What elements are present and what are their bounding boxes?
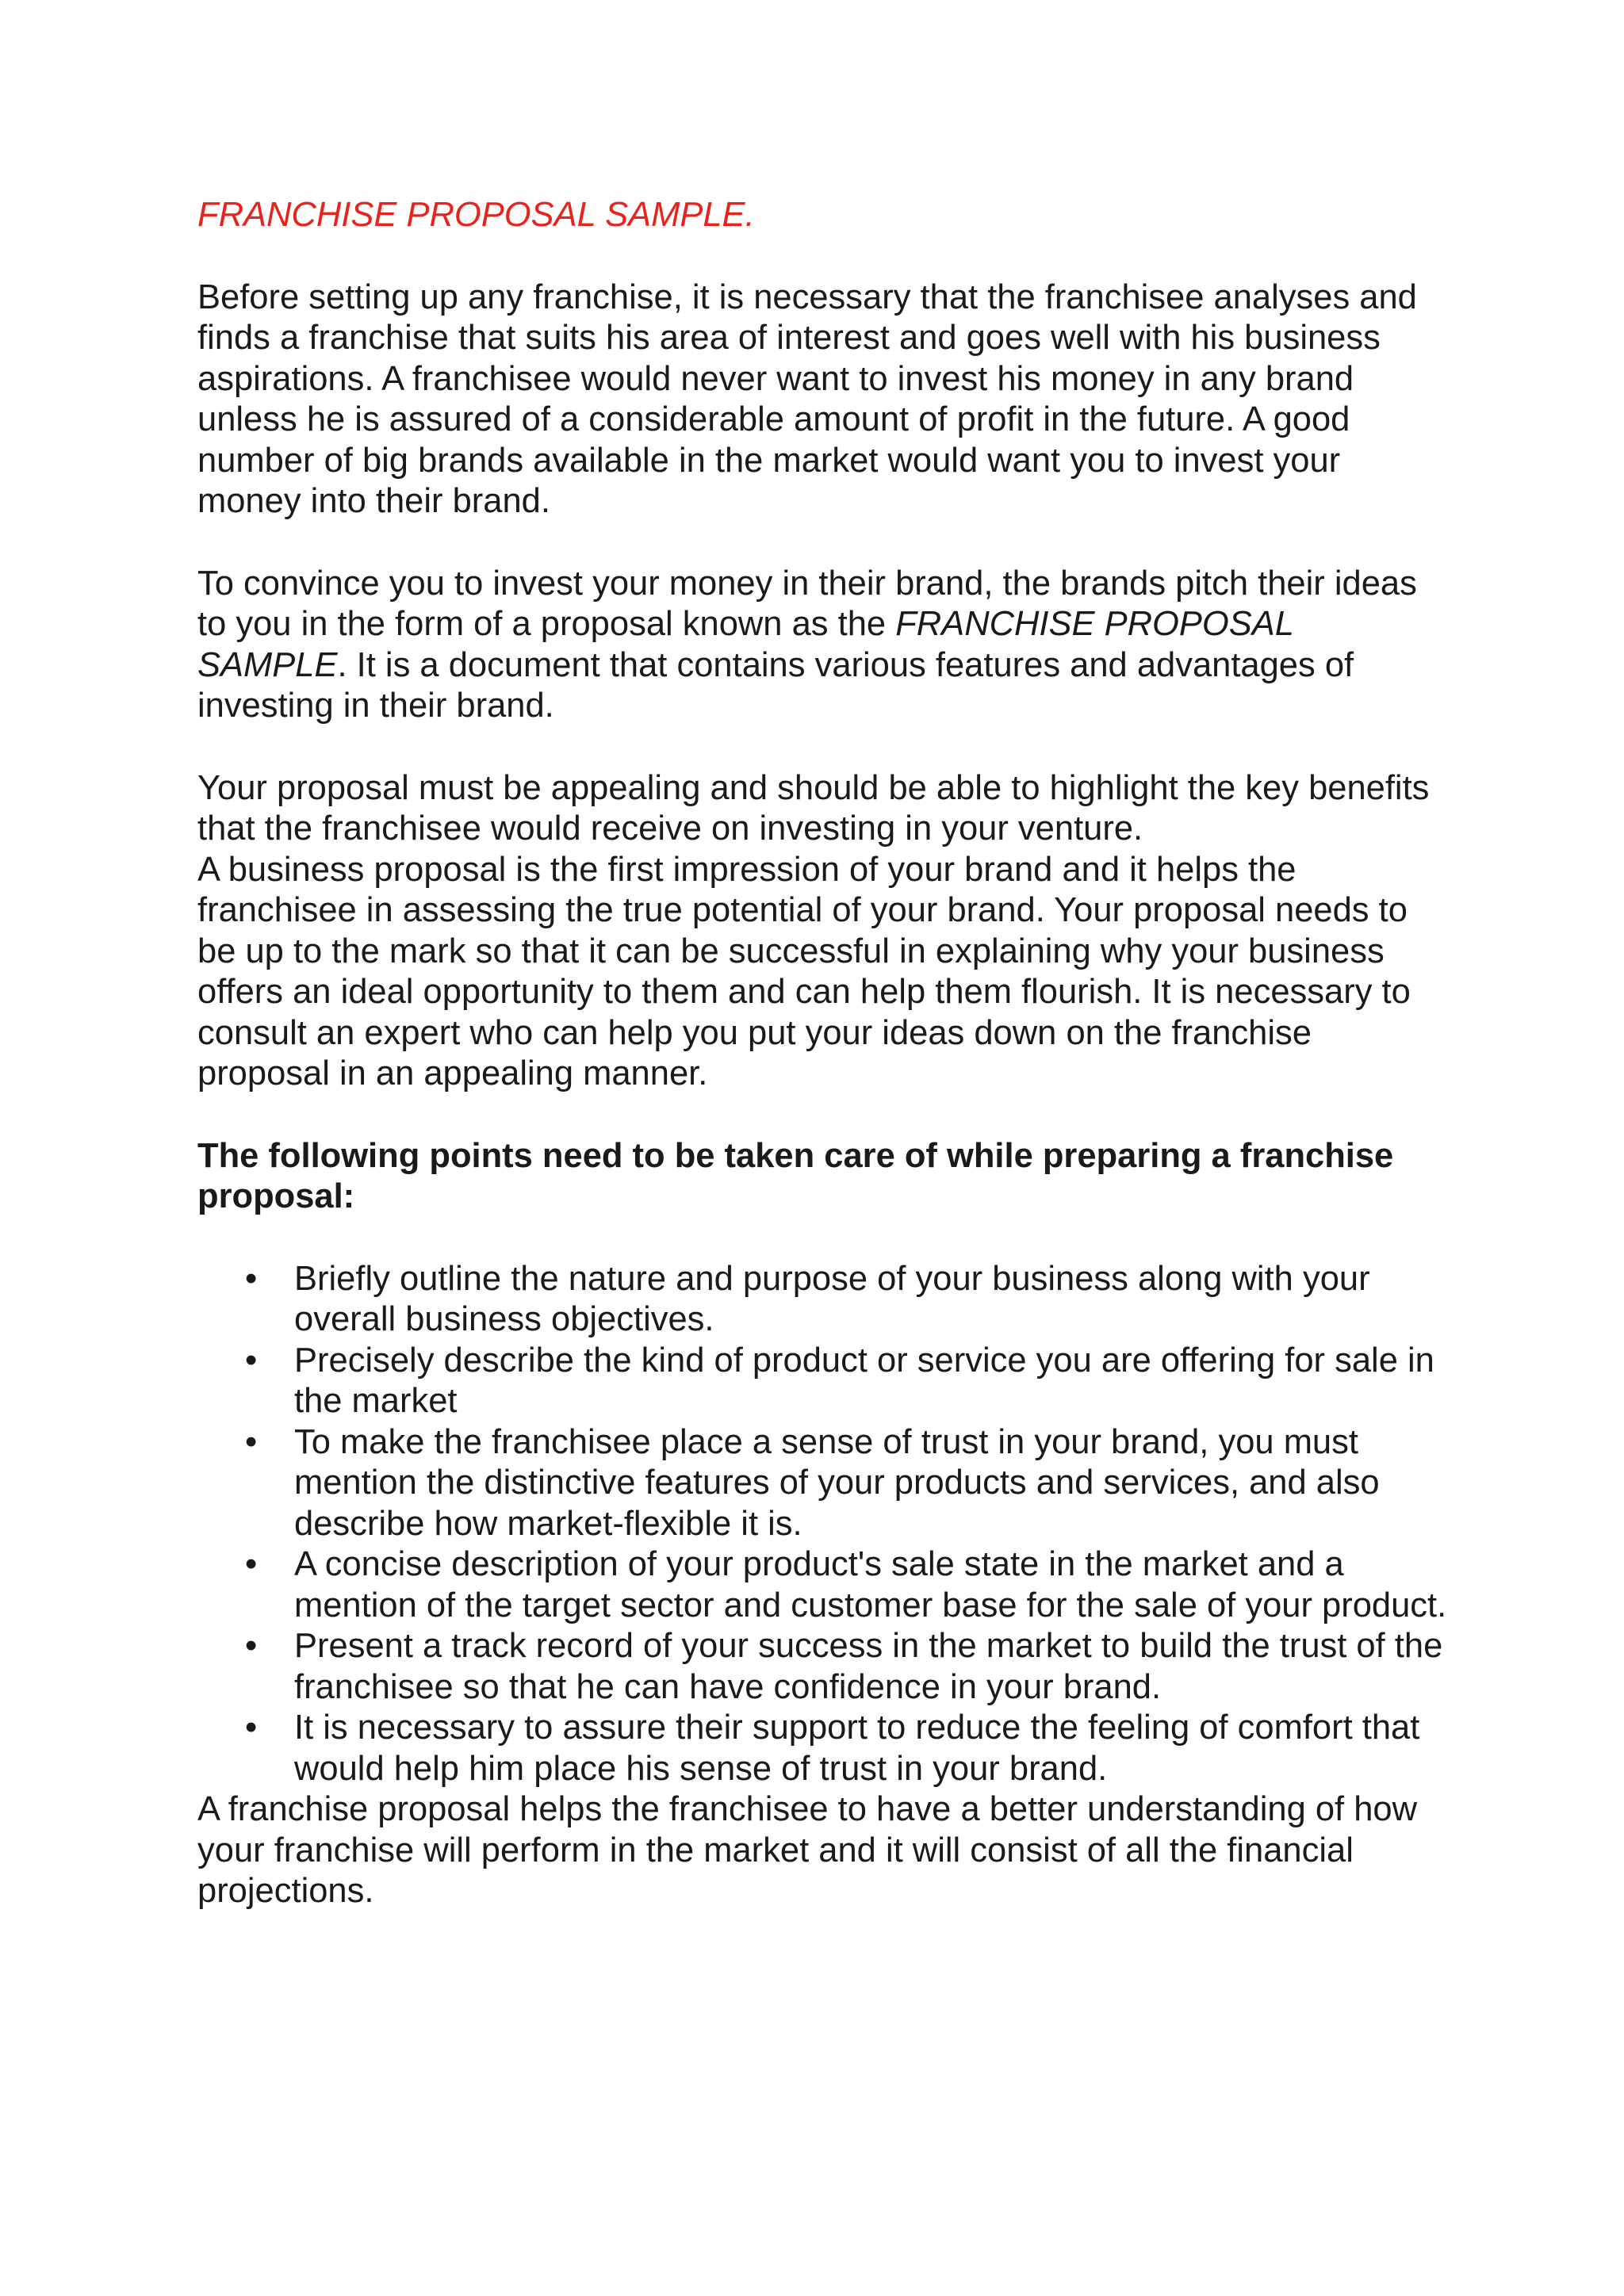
bullet-icon: • — [245, 1545, 258, 1583]
proposal-definition-paragraph — [197, 564, 1450, 727]
closing-paragraph: A franchise proposal helps the franchisee to have a better understanding of how your franchise will perform in the market and it will consist of all the financial projections. — [197, 1790, 1418, 1910]
list-item — [245, 1422, 1450, 1545]
document-page — [197, 195, 1450, 1912]
points-heading: The following points need to be taken care of while preparing a franchise proposal: — [197, 1136, 1394, 1215]
list-item-text: Present a track record of your success in the market to build the trust of the franchisee so that he can have confidence in your brand. — [294, 1627, 1443, 1706]
paragraph-emphasis: FRANCHISE PROPOSAL SAMPLE — [197, 605, 1294, 684]
list-item — [245, 1341, 1450, 1422]
list-item-text: It is necessary to assure their support to reduce the feeling of comfort that would help him place his sense of trust in your brand. — [294, 1709, 1420, 1788]
first-impression-paragraph: A business proposal is the first impression of your brand and it helps the franchisee in assessing the true potential of your brand. Your proposal needs to be up to the mark so that it can be successful in explaining why your business offers an ideal opportunity to them and can help them flourish. It is necessary to consult an expert who can help you put your ideas down on the franchise proposal in an appealing manner. — [197, 850, 1411, 1093]
bullet-icon: • — [245, 1259, 258, 1298]
list-item — [245, 1626, 1450, 1708]
paragraph-text: To convince you to invest your money in their brand, the brands pitch their ideas to you in the form of a proposal known as the — [197, 564, 1417, 643]
list-item — [245, 1708, 1450, 1789]
intro-paragraph: Before setting up any franchise, it is necessary that the franchisee analyses and finds a franchise that suits his area of interest and goes well with his business aspirations. A franchisee would never want to invest his money in any brand unless he is assured of a considerable amount of profit in the future. A good number of big brands available in the market would want you to invest your money into their brand. — [197, 277, 1417, 520]
points-list — [197, 1259, 1450, 1790]
list-item — [245, 1544, 1450, 1626]
document-title: FRANCHISE PROPOSAL SAMPLE. — [197, 196, 755, 234]
list-item-text: To make the franchisee place a sense of trust in your brand, you must mention the distinctive features of your products and services, and also describe how market-flexible it is. — [294, 1422, 1380, 1543]
bullet-icon: • — [245, 1422, 258, 1461]
bullet-icon: • — [245, 1627, 258, 1665]
paragraph-text: . It is a document that contains various features and advantages of investing in their brand. — [197, 645, 1354, 725]
appeal-paragraph: Your proposal must be appealing and should be able to highlight the key benefits that the franchisee would receive on investing in your venture. — [197, 768, 1430, 848]
list-item-text: Briefly outline the nature and purpose of your business along with your overall business objectives. — [294, 1259, 1370, 1338]
bullet-icon: • — [245, 1709, 258, 1747]
list-item-text: A concise description of your product's sale state in the market and a mention of the target sector and customer base for the sale of your product. — [294, 1545, 1447, 1624]
list-item — [245, 1259, 1450, 1341]
bullet-icon: • — [245, 1341, 258, 1380]
list-item-text: Precisely describe the kind of product or service you are offering for sale in the market — [294, 1341, 1434, 1420]
